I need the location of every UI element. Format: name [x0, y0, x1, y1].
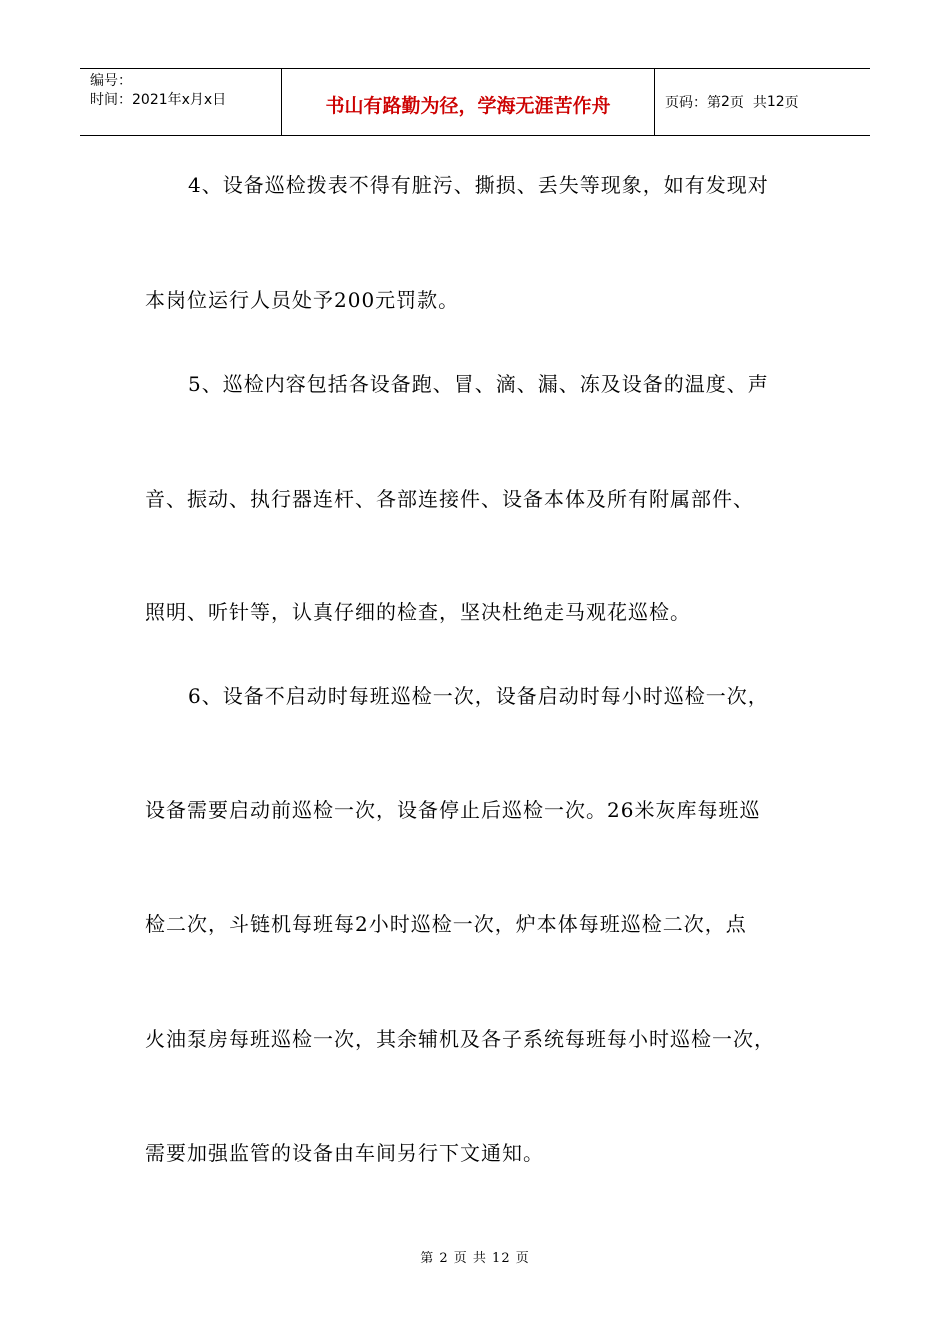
page-header	[80, 68, 870, 136]
page-code-total: 12	[766, 94, 785, 110]
page-code-current: 2	[721, 94, 730, 110]
header-motto: 书山有路勤为径，学海无涯苦作舟	[325, 94, 611, 117]
page-code-end: 页	[784, 95, 799, 111]
paragraph-line: 照明、听针等，认真仔细的检查，坚决杜绝走马观花巡检。	[145, 600, 691, 624]
header-meta-cell	[80, 69, 282, 135]
page-footer	[0, 1247, 950, 1266]
paragraph-line: 本岗位运行人员处予200元罚款。	[145, 288, 460, 312]
paragraph-line: 5、巡检内容包括各设备跑、冒、滴、漏、冻及设备的温度、声	[188, 372, 769, 396]
doc-number-label: 编号：	[90, 73, 132, 89]
paragraph-line: 需要加强监管的设备由车间另行下文通知。	[145, 1141, 544, 1165]
page-code-label: 页码：第	[665, 95, 721, 111]
header-page-code-cell	[655, 69, 870, 135]
doc-time-label: 时间：2021年x月x日	[90, 92, 227, 108]
paragraph-line: 4、设备巡检拨表不得有脏污、撕损、丢失等现象，如有发现对	[188, 173, 769, 197]
paragraph-line: 检二次，斗链机每班每2小时巡检一次，炉本体每班巡检二次，点	[145, 912, 747, 936]
header-motto-cell	[282, 69, 655, 135]
paragraph-line: 火油泵房每班巡检一次，其余辅机及各子系统每班每小时巡检一次，	[145, 1027, 775, 1051]
paragraph-line: 设备需要启动前巡检一次，设备停止后巡检一次。26米灰库每班巡	[145, 798, 761, 822]
paragraph-line: 音、振动、执行器连杆、各部连接件、设备本体及所有附属部件、	[145, 487, 754, 511]
paragraph-line: 6、设备不启动时每班巡检一次，设备启动时每小时巡检一次，	[188, 684, 769, 708]
footer-page-number: 第 2 页 共 12 页	[420, 1251, 530, 1266]
page-code-mid: 页 共	[729, 95, 767, 111]
